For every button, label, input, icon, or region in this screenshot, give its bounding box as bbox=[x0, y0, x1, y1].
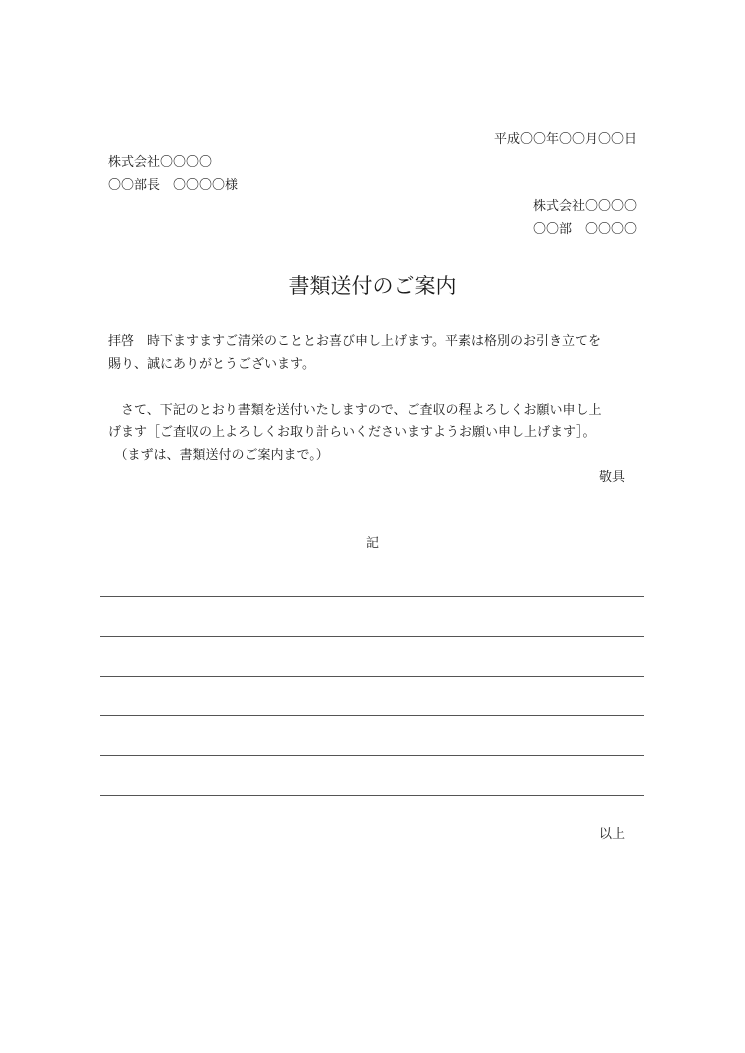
sender-company: 株式会社〇〇〇〇 bbox=[532, 199, 637, 214]
letter-title: 書類送付のご案内 bbox=[288, 274, 457, 298]
body-line: 賜り、誠にありがとうございます。 bbox=[108, 357, 315, 372]
sender-name: 〇〇部 〇〇〇〇 bbox=[532, 222, 637, 237]
record-line bbox=[100, 795, 644, 796]
body-line: げます［ご査収の上よろしくお取り計らいくださいますようお願い申し上げます］。 bbox=[108, 425, 596, 440]
record-line bbox=[100, 636, 644, 637]
record-heading: 記 bbox=[365, 536, 379, 551]
body-line: 拝啓 時下ますますご清栄のこととお喜び申し上げます。平素は格別のお引き立てを bbox=[108, 334, 601, 349]
record-line bbox=[100, 676, 644, 677]
record-line bbox=[100, 596, 644, 597]
body-line: （まずは、書類送付のご案内まで。） bbox=[108, 448, 329, 463]
closing-phrase: 敬具 bbox=[598, 470, 625, 485]
recipient-company: 株式会社〇〇〇〇 bbox=[108, 155, 213, 170]
recipient-name: 〇〇部長 〇〇〇〇様 bbox=[108, 178, 239, 193]
record-line bbox=[100, 755, 644, 756]
record-line bbox=[100, 715, 644, 716]
body-line: さて、下記のとおり書類を送付いたしますので、ご査収の程よろしくお願い申し上 bbox=[108, 403, 602, 418]
letter-date: 平成〇〇年〇〇月〇〇日 bbox=[493, 132, 637, 147]
end-mark: 以上 bbox=[598, 827, 625, 842]
